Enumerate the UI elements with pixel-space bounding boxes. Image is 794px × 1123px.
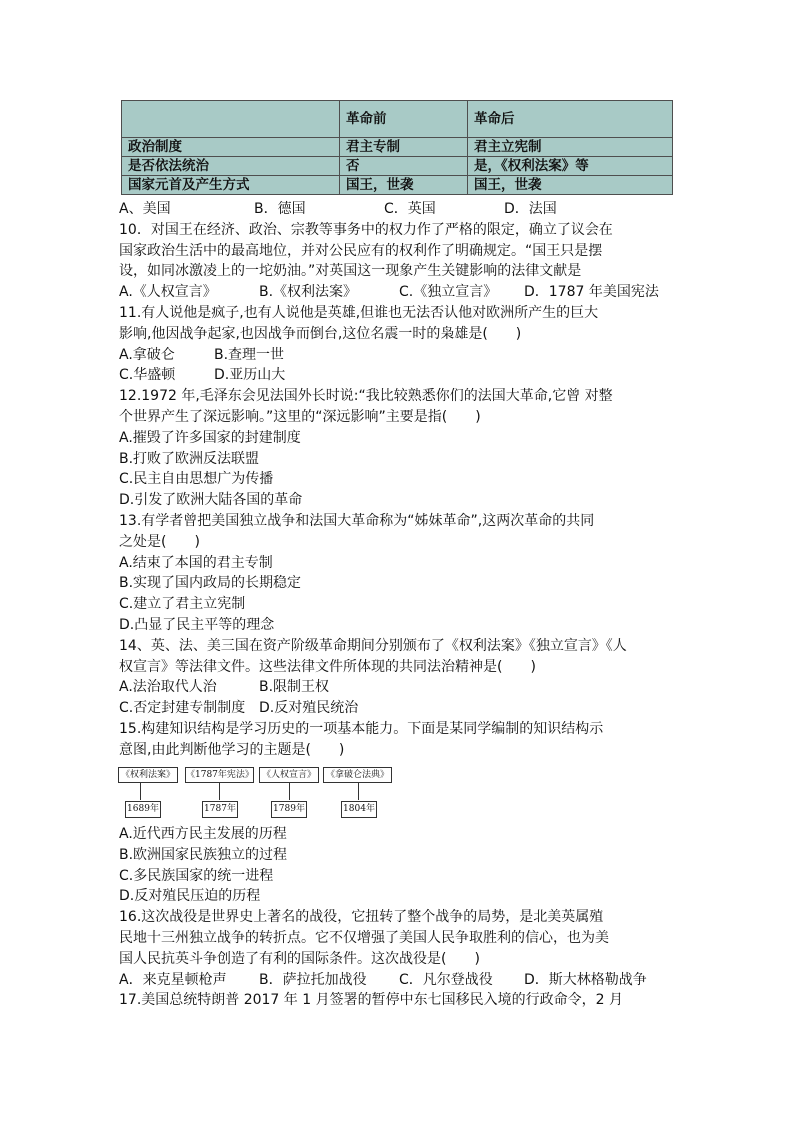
text-line: B.实现了国内政局的长期稳定 (119, 575, 302, 592)
text-line: C.建立了君主立宪制 (119, 596, 246, 613)
options-line (119, 677, 679, 698)
options-line (119, 365, 679, 386)
option-choice: B.查理一世 (214, 346, 285, 363)
option-choice: A．来克星顿枪声 (119, 971, 227, 988)
option-choice: A.法治取代人治 (119, 679, 217, 696)
options-line (119, 970, 679, 991)
document-box: 《1787年宪法》 (185, 767, 254, 783)
option-choice: A、美国 (119, 201, 171, 217)
text-line: D.引发了欧洲大陆各国的革命 (119, 492, 303, 509)
table-cell: 君主专制 (340, 138, 468, 157)
text-line: D.反对殖民压迫的历程 (119, 888, 261, 905)
question-text-block (119, 199, 679, 761)
connector-line (219, 783, 220, 800)
options-line (119, 199, 679, 220)
table-cell: 国王，世袭 (340, 176, 468, 195)
table-cell: 否 (340, 157, 468, 176)
text-line: 15.构建知识结构是学习历史的一项基本能力。下面是某同学编制的知识结构示 (119, 720, 604, 737)
text-line: 16.这次战役是世界史上著名的战役，它扭转了整个战争的局势，是北美英属殖 (119, 909, 604, 926)
text-line: C.民主自由思想广为传播 (119, 471, 274, 488)
table-cell: 是，《权利法案》等 (468, 157, 673, 176)
option-choice: C.华盛顿 (119, 367, 176, 384)
text-line: D.凸显了民主平等的理念 (119, 616, 275, 633)
option-choice: B．德国 (254, 201, 306, 217)
option-choice: D.亚历山大 (214, 367, 286, 384)
text-line: 14、英、法、美三国在资产阶级革命期间分别颁布了《权利法案》《独立宣言》《人 (119, 637, 627, 654)
option-choice: C．英国 (384, 201, 436, 217)
table-cell: 国家元首及产生方式 (122, 176, 340, 195)
option-choice: D.反对殖民统治 (259, 700, 359, 717)
option-choice: B.《权利法案》 (259, 284, 358, 301)
text-line: A.摧毁了许多国家的封建制度 (119, 429, 301, 446)
options-line (119, 698, 679, 719)
text-line: 17.美国总统特朗普 2017 年 1 月签署的暂停中东七国移民入境的行政命令，2 月 (119, 992, 623, 1009)
option-choice: B.限制王权 (259, 679, 330, 696)
connector-line (140, 783, 141, 800)
text-line: 民地十三州独立战争的转折点。它不仅增强了美国人民争取胜利的信心，也为美 (119, 929, 609, 946)
table-row (122, 138, 673, 157)
text-line: C.多民族国家的统一进程 (119, 867, 274, 884)
question-text-block (119, 824, 679, 1011)
text-line: 影响,他因战争起家,也因战争而倒台,这位名震一时的枭雄是( ) (119, 325, 522, 342)
option-choice: C．凡尔登战役 (399, 971, 493, 988)
text-line: 之处是( ) (119, 533, 200, 550)
table-header-cell: 革命后 (468, 101, 673, 138)
text-line: 11.有人说他是疯子,也有人说他是英雄,但谁也无法否认他对欧洲所产生的巨大 (119, 304, 599, 321)
table-row (122, 157, 673, 176)
document-box: 《拿破仑法典》 (323, 767, 392, 783)
table-cell: 国王，世袭 (468, 176, 673, 195)
year-box: 1804年 (341, 801, 377, 818)
comparison-table (121, 100, 673, 195)
option-choice: C.否定封建专制制度 (119, 700, 246, 717)
connector-line (289, 783, 290, 800)
text-line: 个世界产生了深远影响。”这里的“深远影响”主要是指( ) (119, 408, 481, 425)
table-header-row (122, 101, 673, 138)
connector-line (358, 783, 359, 800)
options-line (119, 282, 679, 303)
option-choice: B．萨拉托加战役 (259, 971, 367, 988)
text-line: B.欧洲国家民族独立的过程 (119, 846, 288, 863)
text-line: 13.有学者曾把美国独立战争和法国大革命称为“姊妹革命”,这两次革命的共同 (119, 512, 595, 529)
option-choice: D．1787 年美国宪法 (524, 284, 659, 301)
text-line: 10．对国王在经济、政治、宗教等事务中的权力作了严格的限定，确立了议会在 (119, 221, 613, 238)
document-box: 《人权宣言》 (259, 767, 319, 783)
year-box: 1787年 (202, 801, 238, 818)
text-line: A.结束了本国的君主专制 (119, 554, 273, 571)
table-cell: 君主立宪制 (468, 138, 673, 157)
options-line (119, 345, 679, 366)
option-choice: A.《人权宣言》 (119, 284, 217, 301)
knowledge-structure-diagram (118, 767, 393, 821)
text-line: B.打败了欧洲反法联盟 (119, 450, 260, 467)
option-choice: A.拿破仑 (119, 346, 175, 363)
text-line: 国人民抗英斗争创造了有利的国际条件。这次战役是( ) (119, 950, 480, 967)
table-cell: 政治制度 (122, 138, 340, 157)
year-box: 1789年 (271, 801, 307, 818)
table-header-cell: 革命前 (340, 101, 468, 138)
option-choice: D．法国 (504, 201, 557, 217)
option-choice: C.《独立宣言》 (399, 284, 498, 301)
text-line: A.近代西方民主发展的历程 (119, 826, 287, 842)
table-cell: 是否依法统治 (122, 157, 340, 176)
text-line: 设，如同冰激凌上的一坨奶油。”对英国这一现象产生关键影响的法律文献是 (119, 263, 582, 280)
text-line: 12.1972 年,毛泽东会见法国外长时说:“我比较熟悉你们的法国大革命,它曾 对整 (119, 388, 613, 405)
document-box: 《权利法案》 (118, 767, 178, 783)
text-line: 意图,由此判断他学习的主题是( ) (119, 741, 345, 758)
table-row (122, 176, 673, 195)
table-header-cell (122, 101, 340, 138)
option-choice: D．斯大林格勒战争 (524, 971, 647, 988)
year-box: 1689年 (125, 801, 161, 818)
text-line: 权宣言》等法律文件。这些法律文件所体现的共同法治精神是( ) (119, 658, 536, 675)
text-line: 国家政治生活中的最高地位，并对公民应有的权利作了明确规定。“国王只是摆 (119, 242, 603, 259)
